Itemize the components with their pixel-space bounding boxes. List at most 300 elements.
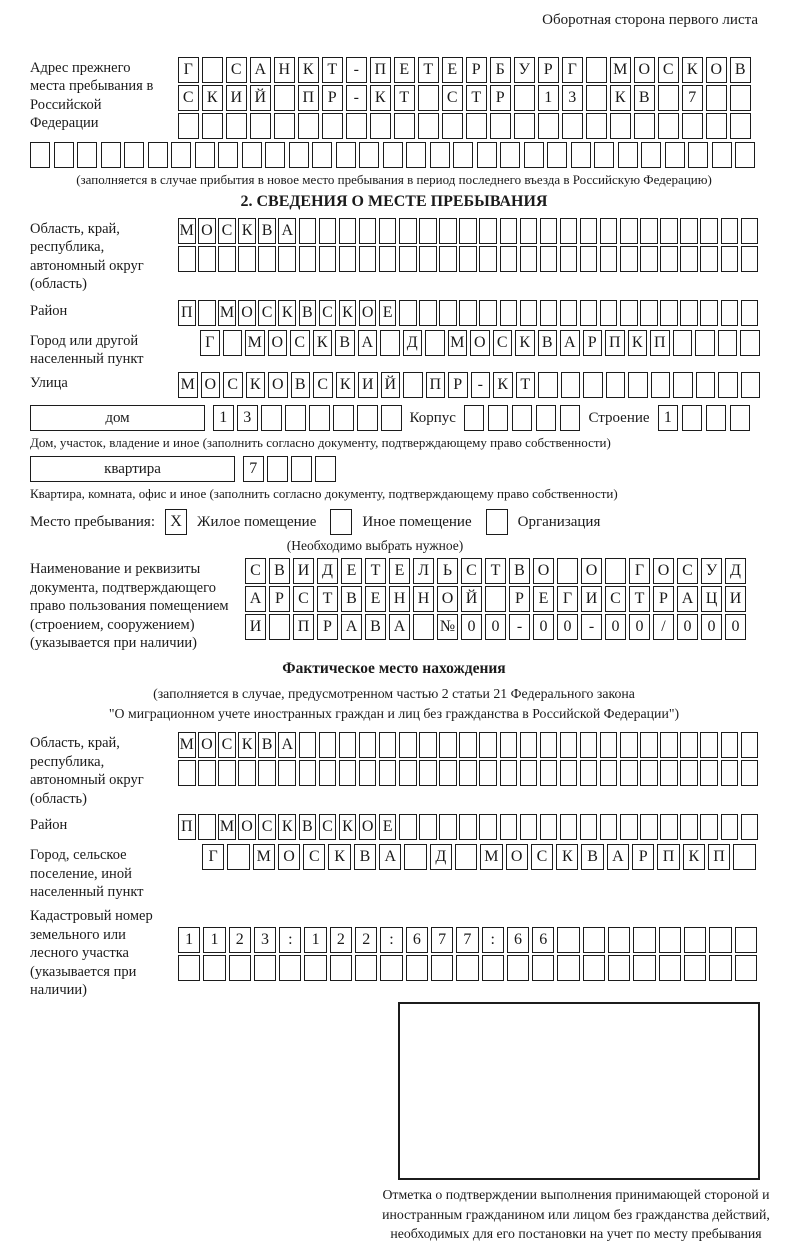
s2-gorod-block [30,330,758,369]
char-box [380,955,402,981]
char-box: А [278,732,296,758]
char-box [250,113,271,139]
char-box: П [650,330,670,356]
char-box: Е [365,586,386,612]
char-box: О [533,558,554,584]
char-box [479,300,497,326]
char-box: - [509,614,530,640]
char-box [399,760,417,786]
char-box [101,142,121,168]
char-box [312,142,332,168]
char-box: К [556,844,578,870]
char-box: В [299,300,317,326]
char-box: В [299,814,317,840]
char-box: Й [250,85,271,111]
cell-row [178,218,758,244]
s2-oblast-rows [178,218,758,272]
s3-gorod-label: Город, сельское поселение, иной населенный пункт [30,847,144,900]
char-box: Й [461,586,482,612]
char-box [339,732,357,758]
char-box: Р [448,372,468,398]
char-box: 1 [178,927,200,953]
char-box [336,142,356,168]
char-box: М [178,218,196,244]
char-box [583,955,605,981]
char-box: Ц [701,586,722,612]
char-box [477,142,497,168]
char-box [580,732,598,758]
s2-doc-block [30,558,758,652]
char-box [278,246,296,272]
char-box [500,246,518,272]
char-box: К [336,372,356,398]
char-box [660,760,678,786]
char-box [520,760,538,786]
char-box: С [493,330,513,356]
char-box [560,300,578,326]
char-box [709,927,731,953]
char-box: П [178,814,196,840]
char-box: П [605,330,625,356]
char-box: № [437,614,458,640]
cell-row [178,814,758,840]
char-box [346,113,367,139]
char-box [285,405,306,431]
cell-row [200,330,760,356]
char-box: - [346,57,367,83]
char-box: 1 [538,85,559,111]
char-box [258,246,276,272]
char-box [680,300,698,326]
char-box: Т [485,558,506,584]
char-box [706,113,727,139]
cell-row [178,300,758,326]
char-box [479,760,497,786]
char-box: Н [274,57,295,83]
char-box: И [581,586,602,612]
char-box [274,113,295,139]
char-box [359,218,377,244]
organization-label: Организация [517,513,601,530]
char-box [571,142,591,168]
char-box: 1 [213,405,234,431]
char-box [641,142,661,168]
char-box: 1 [203,927,225,953]
char-box: О [506,844,528,870]
char-box [399,300,417,326]
char-box: Н [389,586,410,612]
char-box [520,300,538,326]
char-box [540,300,558,326]
char-box [485,586,506,612]
char-box [455,844,477,870]
char-box [439,732,457,758]
char-box: Р [632,844,654,870]
char-box [413,614,434,640]
char-box: 2 [229,927,251,953]
char-box [381,405,402,431]
char-box: О [634,57,655,83]
char-box: П [657,844,679,870]
char-box [740,330,760,356]
char-box [560,405,581,431]
char-box: С [245,558,266,584]
char-box: В [581,844,603,870]
char-box [700,300,718,326]
char-box: О [198,218,216,244]
char-box [640,300,658,326]
char-box [660,246,678,272]
char-box [500,760,518,786]
section3-note-line1: (заполняется в случае, предусмотренном частью 2 статьи 21 Федерального закона [153,686,635,702]
char-box [514,113,535,139]
cell-row [658,405,751,431]
char-box: Д [403,330,423,356]
char-box: С [290,330,310,356]
char-box [319,732,337,758]
char-box [633,955,655,981]
char-box: С [293,586,314,612]
char-box [721,246,739,272]
char-box: В [634,85,655,111]
char-box [479,814,497,840]
char-box: 0 [485,614,506,640]
char-box: И [245,614,266,640]
confirmation-stamp-box [398,1002,760,1180]
char-box: Н [413,586,434,612]
char-box [399,246,417,272]
char-box [586,113,607,139]
char-box [500,142,520,168]
prev-address-block [30,57,758,139]
char-box [304,955,326,981]
char-box: И [358,372,378,398]
char-box [500,814,518,840]
char-box [721,814,739,840]
char-box [560,732,578,758]
char-box [198,246,216,272]
char-box [673,330,693,356]
prev-address-rows [178,57,751,139]
char-box [514,85,535,111]
char-box: 1 [658,405,679,431]
char-box [299,218,317,244]
char-box: Г [202,844,224,870]
char-box: О [278,844,300,870]
char-box [355,955,377,981]
char-box: 0 [533,614,554,640]
char-box [195,142,215,168]
char-box [479,732,497,758]
char-box [684,955,706,981]
char-box [706,85,727,111]
char-box: - [471,372,491,398]
char-box: 0 [701,614,722,640]
char-box [540,218,558,244]
char-box: О [470,330,490,356]
char-box: О [581,558,602,584]
char-box: А [358,330,378,356]
char-box [399,732,417,758]
char-box [658,113,679,139]
char-box: О [198,732,216,758]
char-box [278,760,296,786]
char-box: К [339,814,357,840]
char-box [459,218,477,244]
char-box [202,57,223,83]
cell-row [178,57,751,83]
char-box [586,57,607,83]
char-box [735,142,755,168]
char-box [439,300,457,326]
char-box [383,142,403,168]
char-box: В [291,372,311,398]
char-box: 7 [431,927,453,953]
char-box [610,113,631,139]
char-box [198,300,216,326]
char-box: С [531,844,553,870]
char-box [203,955,225,981]
char-box: С [258,300,276,326]
char-box [394,113,415,139]
char-box [640,760,658,786]
s2-oblast-block [30,218,758,294]
char-box [741,814,759,840]
char-box [700,246,718,272]
s3-oblast-block [30,732,758,808]
char-box [500,218,518,244]
char-box: С [178,85,199,111]
char-box [419,732,437,758]
stay-type-label: Место пребывания: [30,513,155,530]
char-box: - [346,85,367,111]
char-box [242,142,262,168]
char-box: М [178,372,198,398]
char-box [299,760,317,786]
char-box: В [365,614,386,640]
char-box [322,113,343,139]
char-box [605,558,626,584]
char-box [54,142,74,168]
char-box [218,760,236,786]
char-box [178,246,196,272]
char-box: Г [557,586,578,612]
char-box: Е [379,814,397,840]
char-box [721,218,739,244]
char-box [600,218,618,244]
char-box: Г [200,330,220,356]
char-box [547,142,567,168]
char-box [459,246,477,272]
char-box [439,814,457,840]
char-box: П [370,57,391,83]
char-box [580,246,598,272]
section2-title: 2. СВЕДЕНИЯ О МЕСТЕ ПРЕБЫВАНИЯ [240,193,548,210]
char-box: 0 [461,614,482,640]
s2-oblast-label: Область, край, республика, автономный округ (область) [30,221,144,293]
char-box: 7 [456,927,478,953]
s2-ulitsa-label: Улица [30,375,68,392]
char-box: Й [381,372,401,398]
char-box: Р [466,57,487,83]
char-box: Ь [437,558,458,584]
char-box [267,456,288,482]
char-box [540,814,558,840]
char-box: Е [389,558,410,584]
char-box [229,955,251,981]
char-box [618,142,638,168]
char-box [261,405,282,431]
char-box [540,732,558,758]
char-box [488,405,509,431]
char-box [583,927,605,953]
char-box: О [359,814,377,840]
char-box [660,814,678,840]
char-box [620,760,638,786]
char-box [660,732,678,758]
char-box: Е [394,57,415,83]
char-box: В [509,558,530,584]
char-box [419,300,437,326]
char-box [540,246,558,272]
s3-kadastr-block [30,905,758,999]
char-box [291,456,312,482]
char-box [580,814,598,840]
char-box: Т [418,57,439,83]
char-box [333,405,354,431]
char-box [419,814,437,840]
char-box [700,760,718,786]
char-box: С [461,558,482,584]
char-box: О [238,814,256,840]
cell-row [243,456,336,482]
confirmation-stamp-note: Отметка о подтверждении выполнения принимающей стороной и иностранным гражданином или лицом без гражданства действий, необходимых для его постановки на учет по месту пребывания [382,1187,770,1241]
char-box: М [178,732,196,758]
char-box [359,246,377,272]
organization-checkbox [486,509,508,535]
char-box [633,927,655,953]
char-box [223,330,243,356]
other-premises-checkbox [330,509,352,535]
s2-gorod-label: Город или другой населенный пункт [30,332,144,368]
char-box: С [303,844,325,870]
char-box: 0 [557,614,578,640]
char-box: Г [562,57,583,83]
char-box: Р [583,330,603,356]
char-box: И [293,558,314,584]
cell-row [178,760,758,786]
char-box [560,246,578,272]
char-box: К [278,300,296,326]
char-box [640,814,658,840]
char-box [640,246,658,272]
char-box [319,218,337,244]
char-box [721,760,739,786]
char-box [178,113,199,139]
char-box: А [379,844,401,870]
kvartira-box: квартира [30,456,235,482]
char-box [620,246,638,272]
char-box: 3 [254,927,276,953]
char-box [265,142,285,168]
char-box: М [218,300,236,326]
char-box [660,218,678,244]
char-box [500,732,518,758]
char-box [532,955,554,981]
char-box: М [480,844,502,870]
char-box [379,218,397,244]
cell-row [464,405,581,431]
char-box: Т [365,558,386,584]
char-box [520,814,538,840]
char-box [466,113,487,139]
char-box [238,246,256,272]
char-box: М [218,814,236,840]
char-box [319,760,337,786]
char-box: Р [490,85,511,111]
char-box: С [313,372,333,398]
char-box: Т [466,85,487,111]
char-box [560,218,578,244]
s3-kadastr-label: Кадастровый номер земельного или лесного участка (указывается при наличии) [30,908,153,998]
char-box [419,760,437,786]
char-box [419,246,437,272]
char-box [419,218,437,244]
s3-gorod-block [30,844,758,901]
char-box [538,372,558,398]
char-box: К [238,732,256,758]
char-box [299,246,317,272]
char-box [741,372,761,398]
char-box: В [341,586,362,612]
char-box [557,558,578,584]
s2-raion-label: Район [30,302,68,319]
char-box [557,955,579,981]
cell-row [178,246,758,272]
char-box: Д [317,558,338,584]
char-box [459,732,477,758]
char-box [309,405,330,431]
char-box [464,405,485,431]
char-box: Р [269,586,290,612]
char-box [562,113,583,139]
char-box: К [246,372,266,398]
cell-row-full-width [30,142,758,168]
char-box: Е [533,586,554,612]
char-box: С [258,814,276,840]
char-box: Р [509,586,530,612]
page-side-note: Оборотная сторона первого листа [542,12,758,28]
char-box [254,955,276,981]
char-box [431,955,453,981]
kvartira-note: Квартира, комната, офис и иное (заполнить согласно документу, подтверждающему право собственности) [30,486,618,502]
char-box [606,372,626,398]
doc-rows [245,558,746,640]
char-box: Р [538,57,559,83]
char-box [600,814,618,840]
s3-raion-block [30,814,758,840]
char-box [406,955,428,981]
char-box [380,330,400,356]
char-box: М [610,57,631,83]
char-box [659,927,681,953]
char-box [560,814,578,840]
char-box: И [226,85,247,111]
char-box [202,113,223,139]
char-box [357,405,378,431]
char-box [439,246,457,272]
char-box [77,142,97,168]
